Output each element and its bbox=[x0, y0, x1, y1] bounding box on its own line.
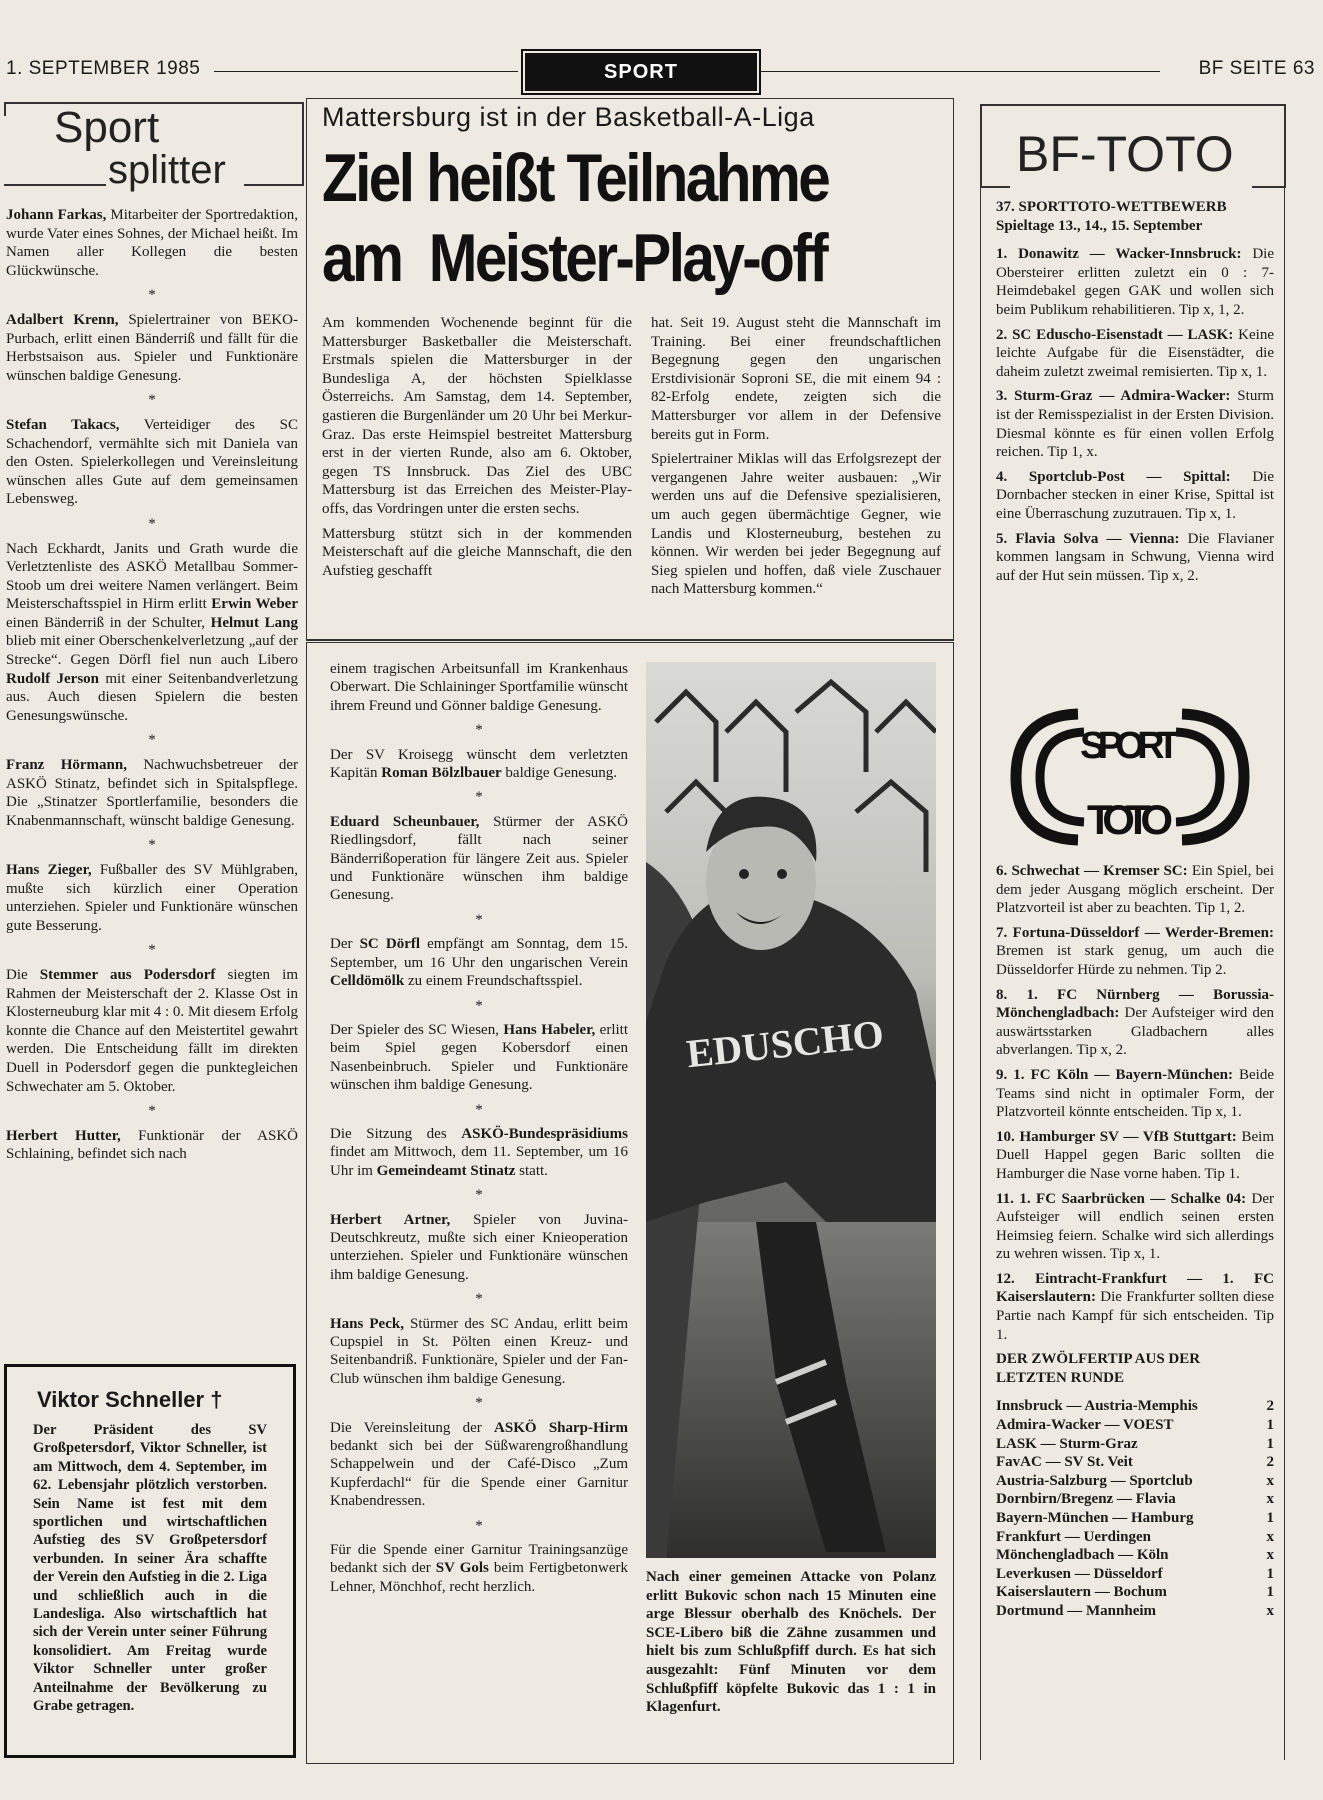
article-kicker: Mattersburg ist in der Basketball-A-Liga bbox=[322, 102, 815, 132]
toto-game: 7. Fortuna-Düsseldorf — Werder-Bremen: Bremen ist stark genug, um auch die Düsseldorfer Hürde zu nehmen. Tip 2. bbox=[996, 924, 1274, 978]
separator-star: * bbox=[475, 1101, 483, 1118]
separator-star: * bbox=[475, 1395, 483, 1412]
table-row: FavAC — SV St. Veit 2 bbox=[996, 1454, 1274, 1471]
toto-game: 12. Eintracht-Frankfurt — 1. FC Kaiserslautern: Die Frankfurter sollten diese Partie nach Kampf für sich entscheiden. Tip 1. bbox=[996, 1270, 1274, 1343]
list-item: Hans Zieger, Fußballer des SV Mühlgraben, mußte sich kürzlich einer Operation unterziehen. Spieler und Funktionäre wünschen gute Besserung. bbox=[6, 862, 298, 934]
table-row: Kaiserslautern — Bochum 1 bbox=[996, 1584, 1274, 1601]
player-photo bbox=[646, 662, 936, 1558]
toto-subtitle: 37. SPORTTOTO-WETTBEWERB bbox=[996, 199, 1227, 215]
list-item: Der Spieler des SC Wiesen, Hans Habeler, erlitt beim Spiel gegen Kobersdorf einen Nasenbeinbruch. Spieler und Funktionäre wünschen ihm baldige Genesung. bbox=[330, 1021, 629, 1094]
player-photo-illustration bbox=[646, 662, 936, 1558]
table-row: LASK — Sturm-Graz 1 bbox=[996, 1435, 1274, 1452]
logo-sport-text: SPORT bbox=[1080, 725, 1180, 767]
obituary-title: Viktor Schneller † bbox=[37, 1387, 223, 1412]
separator-star: * bbox=[475, 911, 483, 928]
toto-game: 10. Hamburger SV — VfB Stuttgart: Beim Duell Happel gegen Baric sollten die Hamburger die Nase vorne haben. Tip 1. bbox=[996, 1128, 1274, 1182]
page-number: BF SEITE 63 bbox=[1198, 58, 1315, 79]
obituary-box bbox=[4, 1364, 296, 1758]
toto-game: 4. Sportclub-Post — Spittal: Die Dornbacher stecken in einer Krise, Spittal ist eine Überraschung zuzutrauen. Tip x, 1. bbox=[996, 468, 1274, 522]
list-item: Die Vereinsleitung der ASKÖ Sharp-Hirm bedankt sich bei der Süßwarengroßhandlung Schappelwein und der Café-Disco „Zum Kupferdachl“ für die Spende einer Garnitur Knabendressen. bbox=[330, 1419, 628, 1510]
toto-game: 6. Schwechat — Kremser SC: Ein Spiel, bei dem jeder Ausgang möglich erscheint. Der Platzvorteil ist aber zu beachten. Tip 1, 2. bbox=[996, 863, 1274, 917]
separator-star: * bbox=[148, 837, 156, 854]
toto-game: 8. 1. FC Nürnberg — Borussia-Mönchengladbach: Der Aufsteiger wird den auswärtsstarken Gladbachern alles abverlangen. Tip x, 2. bbox=[996, 986, 1274, 1059]
table-row: Innsbruck — Austria-Memphis 2 bbox=[996, 1398, 1274, 1415]
separator-star: * bbox=[148, 732, 156, 749]
separator-star: * bbox=[148, 515, 156, 532]
table-row: Dornbirn/Bregenz — Flavia x bbox=[996, 1491, 1274, 1508]
list-item: Franz Hörmann, Nachwuchsbetreuer der ASKÖ Stinatz, befindet sich in Spitalspflege. Die „Stinatzer Sportlerfamilie, besonders die Knabenmannschaft, wünscht baldige Genesung. bbox=[6, 757, 298, 829]
list-item: Der SV Kroisegg wünscht dem verletzten Kapitän Roman Bölzlbauer baldige Genesung. bbox=[330, 746, 628, 782]
sport-toto-logo-graphic bbox=[1008, 706, 1252, 848]
separator-star: * bbox=[475, 722, 483, 739]
toto-game: 5. Flavia Solva — Vienna: Die Flavianer kommen langsam in Schwung, Vienna wird auf der Hut sein müssen. Tip x, 2. bbox=[996, 530, 1274, 584]
splitter-title-line1: Sport bbox=[54, 103, 160, 152]
toto-game: 3. Sturm-Graz — Admira-Wacker: Sturm ist der Remisspezialist in der Ersten Division. Diesmal könnte es für einen vollen Erfolg reichen. Tip 1, x. bbox=[996, 388, 1274, 461]
table-row: Austria-Salzburg — Sportclub x bbox=[996, 1472, 1274, 1489]
list-item: Für die Spende einer Garnitur Trainingsanzüge bedankt sich der SV Gols beim Fertigbetonwerk Lehner, Mönchhof, recht herzlich. bbox=[330, 1542, 628, 1595]
splitter-column bbox=[6, 206, 298, 1170]
separator-star: * bbox=[475, 1517, 483, 1534]
table-row: Dortmund — Mannheim x bbox=[996, 1602, 1274, 1619]
toto-right-rule bbox=[1284, 104, 1285, 1760]
separator-star: * bbox=[475, 1291, 483, 1308]
middle-column bbox=[330, 660, 628, 1602]
article-column-1 bbox=[322, 314, 632, 586]
list-item: Der SC Dörfl empfängt am Sonntag, dem 15. September, um 16 Uhr den ungarischen Verein Celldömölk zu einem Freundschaftsspiel. bbox=[330, 936, 628, 990]
results-title: DER ZWÖLFERTIP AUS DER LETZTEN RUNDE bbox=[996, 1351, 1201, 1386]
list-item: einem tragischen Arbeitsunfall im Krankenhaus Oberwart. Die Schlaininger Sportfamilie wünscht ihrem Freund und Gönner baldige Genesung. bbox=[330, 661, 628, 714]
article-headline-line2: am Meister-Play-off bbox=[322, 220, 827, 296]
toto-title: BF-TOTO bbox=[1016, 126, 1234, 182]
separator-star: * bbox=[148, 1103, 156, 1120]
list-item: Johann Farkas, Mitarbeiter der Sportredaktion, wurde Vater eines Sohnes, der Michael heißt. Im Namen aller Kollegen die besten Glückwünsche. bbox=[6, 207, 298, 279]
article-paragraph: Mattersburg stützt sich in der kommenden Meisterschaft auf die gleiche Mannschaft, die den Aufstieg geschafft bbox=[322, 525, 632, 579]
article-column-2 bbox=[651, 314, 941, 605]
table-row: Admira-Wacker — VOEST 1 bbox=[996, 1417, 1274, 1434]
list-item: Adalbert Krenn, Spielertrainer von BEKO-Purbach, erlitt einen Bänderriß und fällt für die Herbstsaison aus. Spieler und Funktionäre wünschen baldige Genesung. bbox=[6, 311, 298, 384]
photo-caption: Nach einer gemeinen Attacke von Polanz erlitt Bukovic schon nach 15 Minuten eine arge Blessur oberhalb des Knöchels. Der SCE-Libero biß die Zähne zusammen und hielt bis zum Schlußpfiff durch. Es hat sich ausgezahlt: Fünf Minuten vor dem Schlußpfiff köpfelte Bukovic das 1 : 1 in Klagenfurt. bbox=[646, 1569, 936, 1716]
list-item: Eduard Scheunbauer, Stürmer der ASKÖ Riedlingsdorf, fällt nach seiner Bänderrißoperation für längere Zeit aus. Spieler und Funktionäre wünschen ihm baldige Genesung. bbox=[330, 813, 628, 904]
splitter-title-line2: splitter bbox=[108, 148, 226, 192]
separator-star: * bbox=[475, 1187, 483, 1204]
toto-game: 1. Donawitz — Wacker-Innsbruck: Die Obersteirer erlitten zuletzt ein 0 : 7-Heimdebakel gegen GAK und wollen sich beim Publikum rehabilitieren. Tip x, 1, 2. bbox=[996, 246, 1274, 318]
article-paragraph: Spielertrainer Miklas will das Erfolgsrezept der vergangenen Jahre weiter ausbauen: „Wir werden uns auf die Defensive spezialisieren, um auch gegen übermächtige Gegner, wie Landis und Klosterneuburg, bestehen zu können. Wir werden bei jeder Begegnung auf Sieg spielen und hoffen, daß viele Zuschauer nach Mattersburg kommen.“ bbox=[651, 451, 941, 598]
header-rule-left bbox=[214, 71, 518, 72]
toto-left-rule bbox=[980, 104, 981, 1760]
list-item: Herbert Artner, Spieler von Juvina-Deutschkreutz, mußte sich einer Knieoperation unterziehen. Spieler und Funktionäre wünschen ihm baldige Genesung. bbox=[330, 1211, 628, 1283]
list-item: Herbert Hutter, Funktionär der ASKÖ Schlaining, befindet sich nach bbox=[6, 1127, 298, 1163]
results-table bbox=[996, 1397, 1274, 1620]
header-rule-right bbox=[760, 71, 1160, 72]
table-row: Leverkusen — Düsseldorf 1 bbox=[996, 1565, 1274, 1582]
toto-game: 9. 1. FC Köln — Bayern-München: Beide Teams sind nicht in optimaler Form, der Platzvorteil könnte entscheiden. Tip x, 1. bbox=[996, 1066, 1274, 1121]
obituary-text: Der Präsident des SV Großpetersdorf, Viktor Schneller, ist am Mittwoch, dem 4. September, im 62. Lebensjahr plötzlich verstorben. Sein Name ist fest mit dem sportlichen und wirtschaftlichen Aufstieg des SV Großpetersdorf verbunden. In seiner Ära schaffte der Verein den Aufstieg in die 2. Liga und schließlich auch in die Landesliga. Also wirtschaftlich hat sich der Verein unter seiner Führung konsolidiert. Am Freitag wurde Viktor Schneller unter großer Anteilnahme der Bevölkerung zu Grabe getragen. bbox=[33, 1422, 267, 1715]
separator-star: * bbox=[148, 392, 156, 409]
toto-header bbox=[980, 104, 1286, 188]
toto-subtitle-dates: Spieltage 13., 14., 15. September bbox=[996, 217, 1203, 234]
toto-game: 2. SC Eduscho-Eisenstadt — LASK: Keine leichte Aufgabe für die Eisenstädter, die daheim zuletzt zweimal remisierten. Tip x, 1. bbox=[996, 326, 1274, 380]
separator-star: * bbox=[148, 942, 156, 959]
issue-date: 1. SEPTEMBER 1985 bbox=[6, 58, 201, 79]
list-item: Die Sitzung des ASKÖ-Bundespräsidiums findet am Mittwoch, dem 11. September, um 16 Uhr im Gemeindeamt Stinatz statt. bbox=[330, 1125, 628, 1179]
list-item: Hans Peck, Stürmer des SC Andau, erlitt beim Cupspiel in St. Pölten einen Kreuz- und Seitenbandriß. Funktionäre, Spieler und der Fan-Club wünschen ihm baldige Genesung. bbox=[330, 1315, 628, 1387]
list-item: Nach Eckhardt, Janits und Grath wurde die Verletztenliste des ASKÖ Metallbau Sommer-Stoob um drei weitere Namen verlängert. Beim Meisterschaftsspiel in Hirm erlitt Erwin Weber einen Bänderriß in der Schulter, Helmut Lang blieb mit einer Oberschenkelverletzung „auf der Strecke“. Gegen Dörfl fiel nun auch Libero Rudolf Jerson mit einer Seitenbandverletzung aus. Auch diesen Spielern die besten Genesungswünsche. bbox=[6, 540, 298, 724]
separator-star: * bbox=[475, 997, 483, 1014]
table-row: Bayern-München — Hamburg 1 bbox=[996, 1510, 1274, 1526]
toto-column-bottom bbox=[996, 862, 1274, 1621]
shirt-sponsor-text: EDUSCHO bbox=[684, 1010, 886, 1077]
article-headline-line1: Ziel heißt Teilnahme bbox=[322, 140, 829, 216]
sport-toto-logo bbox=[1008, 706, 1252, 848]
list-item: Stefan Takacs, Verteidiger des SC Schachendorf, vermählte sich mit Daniela van den Osten. Spielerkollegen und Vereinsleitung wünschen alles Gute auf dem gemeinsamen Lebensweg. bbox=[6, 416, 298, 508]
toto-game: 11. 1. FC Saarbrücken — Schalke 04: Der Aufsteiger will endlich seinen ersten Heimsieg feiern. Schalke wird sich allerdings zu wehren wissen. Tip x, 1. bbox=[996, 1190, 1274, 1263]
section-label: SPORT bbox=[525, 53, 757, 91]
table-row: Mönchengladbach — Köln x bbox=[996, 1547, 1274, 1564]
toto-column-top bbox=[996, 198, 1274, 591]
article-paragraph: Am kommenden Wochenende beginnt für die Mattersburger Basketballer die Meisterschaft. Erstmals spielen die Mattersburger in der Bundesliga A, der höchsten Spielklasse Österreichs. Am Samstag, dem 14. September, gastieren die Burgenländer um 20 Uhr bei Merkur-Graz. Das erste Heimspiel bestreitet Mattersburg erst in der vierten Runde, also am 6. Oktober, gegen TS Innsbruck. Das Ziel des UBC Mattersburg ist das Erreichen des Meister-Play-offs, das Vordringen unter die ersten sechs. bbox=[322, 315, 632, 517]
separator-star: * bbox=[475, 789, 483, 806]
splitter-header bbox=[4, 100, 300, 195]
logo-toto-text: TOTO bbox=[1087, 796, 1173, 843]
separator-star: * bbox=[148, 287, 156, 304]
table-row: Frankfurt — Uerdingen x bbox=[996, 1528, 1274, 1545]
list-item: Die Stemmer aus Podersdorf siegten im Rahmen der Meisterschaft der 2. Klasse Ost in Klosterneuburg klar mit 4 : 0. Mit diesem Erfolg konnte die Chance auf den Meistertitel gewahrt werden. Die Entscheidung fällt im direkten Duell in Podersdorf gegen die punktegleichen Schwechater am 5. Oktober. bbox=[6, 966, 298, 1095]
article-paragraph: hat. Seit 19. August steht die Mannschaft im Training. Bei einer freundschaftlichen Begegnung gegen den ungarischen Erstdivisionär Soproni SE, die mit einem 94 : 82-Erfolg endete, zeigten sich die Mattersburger vor allem in der Defensive bereits gut in Form. bbox=[651, 315, 941, 443]
